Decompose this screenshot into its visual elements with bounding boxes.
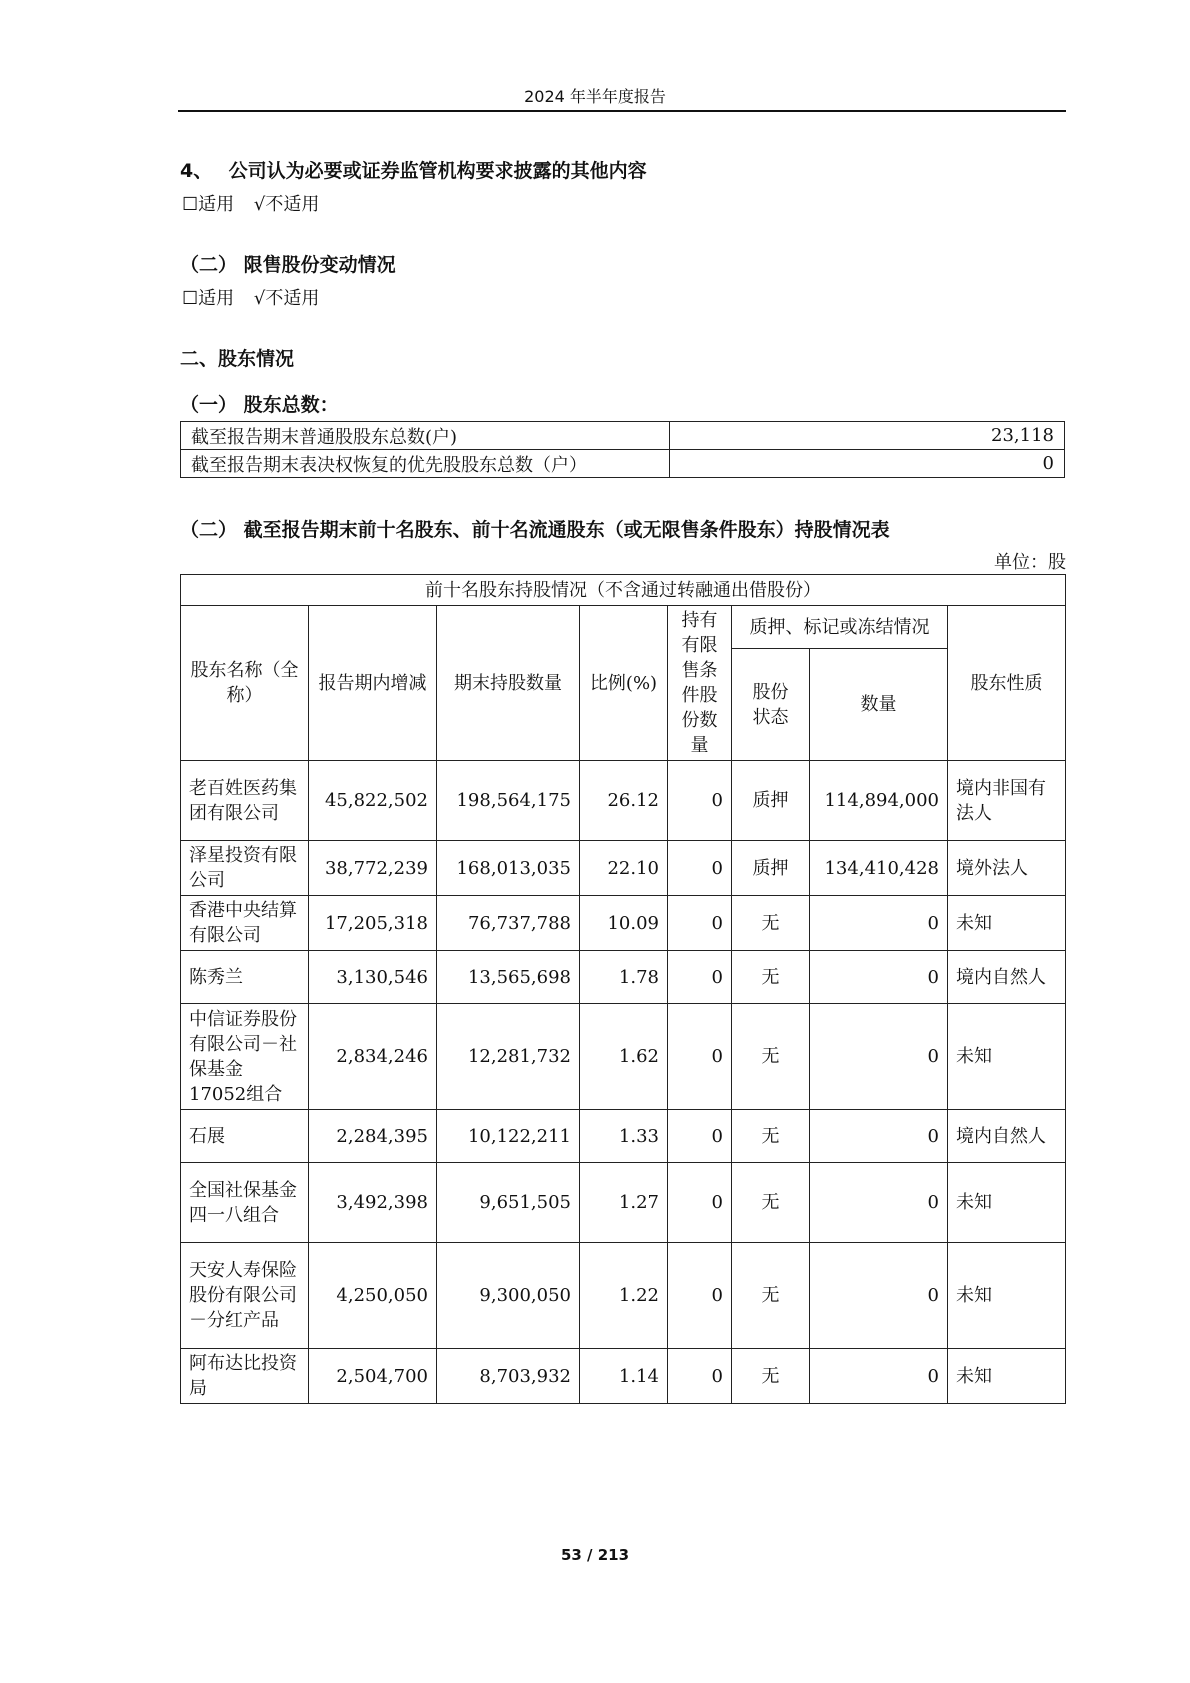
header-rule (178, 110, 1066, 112)
table-row (181, 1163, 1066, 1243)
cell-restricted: 0 (668, 1110, 732, 1163)
cell-restricted: 0 (668, 1163, 732, 1243)
cell-restricted: 0 (668, 1349, 732, 1404)
cell-pledge-qty: 0 (810, 1110, 948, 1163)
cell-ratio: 26.12 (580, 761, 668, 841)
cell-pledge-status: 无 (732, 1004, 810, 1110)
cell-restricted: 0 (668, 1243, 732, 1349)
cell-nature: 未知 (948, 1243, 1066, 1349)
cell-change: 2,834,246 (309, 1004, 437, 1110)
cell-pledge-status: 无 (732, 951, 810, 1004)
header-ratio: 比例(%) (580, 606, 668, 761)
cell-change: 17,205,318 (309, 896, 437, 951)
cell-restricted: 0 (668, 1004, 732, 1110)
page-number: 53 / 213 (560, 1546, 630, 1564)
not-applicable-option: √不适用 (253, 194, 320, 215)
cell-ratio: 1.62 (580, 1004, 668, 1110)
table-caption-row (181, 575, 1066, 606)
table-row (181, 1004, 1066, 1110)
cell-pledge-status: 无 (732, 1163, 810, 1243)
cell-nature: 境内非国有法人 (948, 761, 1066, 841)
cell-shares: 13,565,698 (437, 951, 580, 1004)
cell-change: 2,284,395 (309, 1110, 437, 1163)
cell-pledge-status: 无 (732, 1243, 810, 1349)
subsection-total-heading (180, 390, 339, 417)
header-shares: 期末持股数量 (437, 606, 580, 761)
section-number: （一） (180, 394, 238, 416)
cell-change: 2,504,700 (309, 1349, 437, 1404)
cell-shares: 9,651,505 (437, 1163, 580, 1243)
cell-pledge-qty: 0 (810, 1163, 948, 1243)
cell-change: 3,130,546 (309, 951, 437, 1004)
cell-restricted: 0 (668, 896, 732, 951)
section-number: （二） (180, 519, 238, 541)
total-value: 23,118 (670, 422, 1065, 450)
subsection-top10-heading (180, 515, 890, 542)
cell-pledge-status: 质押 (732, 761, 810, 841)
cell-ratio: 22.10 (580, 841, 668, 896)
cell-name: 阿布达比投资局 (181, 1349, 309, 1404)
table-row (181, 1110, 1066, 1163)
cell-ratio: 1.78 (580, 951, 668, 1004)
cell-pledge-qty: 0 (810, 951, 948, 1004)
cell-name: 天安人寿保险股份有限公司－分红产品 (181, 1243, 309, 1349)
header-nature: 股东性质 (948, 606, 1066, 761)
cell-ratio: 10.09 (580, 896, 668, 951)
applicability-line (182, 190, 333, 216)
cell-name: 泽星投资有限公司 (181, 841, 309, 896)
cell-name: 中信证券股份有限公司－社保基金17052组合 (181, 1004, 309, 1110)
table-row (181, 1243, 1066, 1349)
applicable-option: ☐适用 (182, 194, 235, 215)
table-row (181, 450, 1065, 478)
cell-name: 陈秀兰 (181, 951, 309, 1004)
part-shareholders-heading: 二、股东情况 (180, 348, 295, 370)
header-pledge-status: 股份状态 (732, 649, 810, 761)
not-applicable-option: √不适用 (253, 288, 320, 309)
cell-restricted: 0 (668, 761, 732, 841)
cell-nature: 未知 (948, 1349, 1066, 1404)
cell-ratio: 1.14 (580, 1349, 668, 1404)
cell-ratio: 1.33 (580, 1110, 668, 1163)
table-caption: 前十名股东持股情况（不含通过转融通出借股份） (181, 575, 1066, 606)
header-restricted: 持有有限售条件股份数量 (668, 606, 732, 761)
cell-pledge-status: 无 (732, 1349, 810, 1404)
section-title: 公司认为必要或证券监管机构要求披露的其他内容 (228, 160, 647, 182)
header-change: 报告期内增减 (309, 606, 437, 761)
cell-change: 45,822,502 (309, 761, 437, 841)
table-row (181, 1349, 1066, 1404)
cell-shares: 9,300,050 (437, 1243, 580, 1349)
cell-shares: 76,737,788 (437, 896, 580, 951)
cell-shares: 10,122,211 (437, 1110, 580, 1163)
cell-nature: 未知 (948, 896, 1066, 951)
cell-change: 4,250,050 (309, 1243, 437, 1349)
cell-name: 全国社保基金四一八组合 (181, 1163, 309, 1243)
cell-change: 38,772,239 (309, 841, 437, 896)
total-label: 截至报告期末普通股股东总数(户) (181, 422, 670, 450)
applicable-option: ☐适用 (182, 288, 235, 309)
cell-shares: 168,013,035 (437, 841, 580, 896)
cell-shares: 12,281,732 (437, 1004, 580, 1110)
total-label: 截至报告期末表决权恢复的优先股股东总数（户） (181, 450, 670, 478)
header-pledge-qty: 数量 (810, 649, 948, 761)
cell-restricted: 0 (668, 951, 732, 1004)
table-row (181, 896, 1066, 951)
table-row (181, 422, 1065, 450)
cell-nature: 未知 (948, 1163, 1066, 1243)
section-number: （二） (180, 254, 238, 276)
total-value: 0 (670, 450, 1065, 478)
section-restricted-heading (180, 250, 396, 277)
cell-nature: 境内自然人 (948, 951, 1066, 1004)
cell-nature: 境外法人 (948, 841, 1066, 896)
section-4-heading (180, 156, 647, 183)
cell-pledge-qty: 134,410,428 (810, 841, 948, 896)
cell-pledge-status: 无 (732, 1110, 810, 1163)
cell-pledge-status: 质押 (732, 841, 810, 896)
cell-shares: 198,564,175 (437, 761, 580, 841)
top10-shareholders-table (180, 574, 1066, 1404)
cell-ratio: 1.22 (580, 1243, 668, 1349)
section-number: 4、 (180, 160, 213, 182)
section-title: 股东总数： (243, 394, 339, 416)
cell-pledge-qty: 0 (810, 896, 948, 951)
cell-pledge-status: 无 (732, 896, 810, 951)
cell-shares: 8,703,932 (437, 1349, 580, 1404)
cell-pledge-qty: 114,894,000 (810, 761, 948, 841)
cell-pledge-qty: 0 (810, 1243, 948, 1349)
header-name: 股东名称（全称） (181, 606, 309, 761)
applicability-line (182, 284, 333, 310)
shareholder-totals-table (180, 421, 1065, 478)
cell-restricted: 0 (668, 841, 732, 896)
cell-nature: 境内自然人 (948, 1110, 1066, 1163)
table-header-row (181, 606, 1066, 649)
cell-ratio: 1.27 (580, 1163, 668, 1243)
page-header-title: 2024 年半年度报告 (524, 87, 666, 106)
cell-pledge-qty: 0 (810, 1004, 948, 1110)
section-title: 限售股份变动情况 (243, 254, 396, 276)
cell-name: 香港中央结算有限公司 (181, 896, 309, 951)
unit-label: 单位：股 (994, 552, 1066, 573)
header-pledge-group: 质押、标记或冻结情况 (732, 606, 948, 649)
cell-name: 老百姓医药集团有限公司 (181, 761, 309, 841)
table-row (181, 841, 1066, 896)
section-title: 截至报告期末前十名股东、前十名流通股东（或无限售条件股东）持股情况表 (243, 519, 890, 541)
cell-name: 石展 (181, 1110, 309, 1163)
cell-change: 3,492,398 (309, 1163, 437, 1243)
cell-pledge-qty: 0 (810, 1349, 948, 1404)
table-row (181, 951, 1066, 1004)
cell-nature: 未知 (948, 1004, 1066, 1110)
table-row (181, 761, 1066, 841)
